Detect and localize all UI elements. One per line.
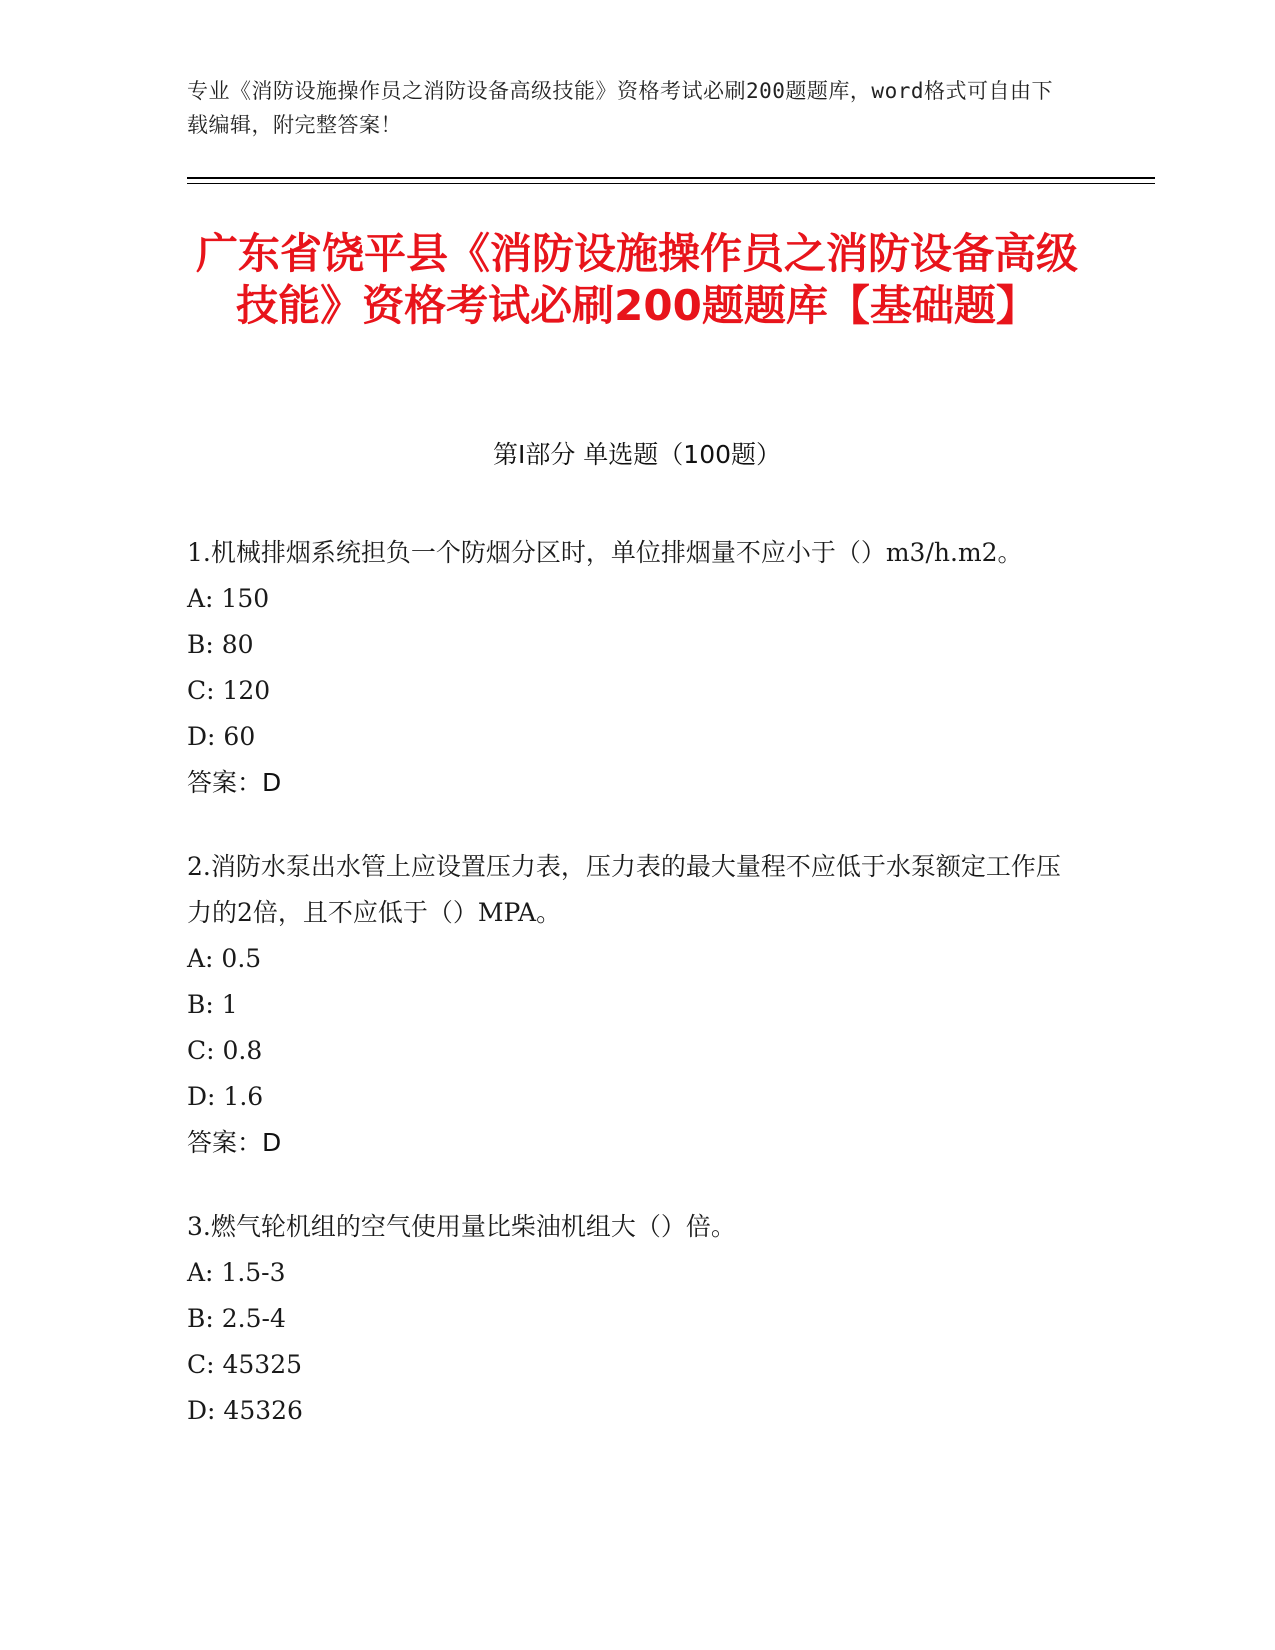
document-title: 广东省饶平县《消防设施操作员之消防设备高级技能》资格考试必刷200题题库【基础题】: [195, 229, 1078, 330]
header-rule: [187, 177, 1155, 179]
option-a: A: 1.5-3: [187, 1258, 286, 1287]
answer-line: 答案：D: [187, 1128, 282, 1157]
question-stem: 2.消防水泵出水管上应设置压力表，压力表的最大量程不应低于水泵额定工作压力的2倍，且不应低于（）MPA。: [187, 852, 1061, 927]
option-d: D: 45326: [187, 1396, 303, 1425]
option-c: C: 0.8: [187, 1036, 263, 1065]
header-rule-thin: [187, 183, 1155, 184]
option-d: D: 60: [187, 722, 256, 751]
option-c: C: 120: [187, 676, 271, 705]
option-b: B: 2.5-4: [187, 1304, 286, 1333]
question-list: [187, 530, 1067, 1472]
option-d: D: 1.6: [187, 1082, 264, 1111]
question-stem: 3.燃气轮机组的空气使用量比柴油机组大（）倍。: [187, 1212, 736, 1241]
question-stem: 1.机械排烟系统担负一个防烟分区时，单位排烟量不应小于（）m3/h.m2。: [187, 538, 1023, 567]
option-b: B: 1: [187, 990, 238, 1019]
question-item: [187, 530, 1067, 806]
header-note: 专业《消防设施操作员之消防设备高级技能》资格考试必刷200题题库，word格式可自由下载编辑，附完整答案！: [187, 79, 1053, 137]
question-item: [187, 1204, 1067, 1434]
option-a: A: 150: [187, 584, 270, 613]
option-b: B: 80: [187, 630, 254, 659]
section-heading: 第Ⅰ部分 单选题（100题）: [492, 440, 782, 469]
option-c: C: 45325: [187, 1350, 303, 1379]
option-a: A: 0.5: [187, 944, 262, 973]
question-item: [187, 844, 1067, 1166]
answer-line: 答案：D: [187, 768, 282, 797]
